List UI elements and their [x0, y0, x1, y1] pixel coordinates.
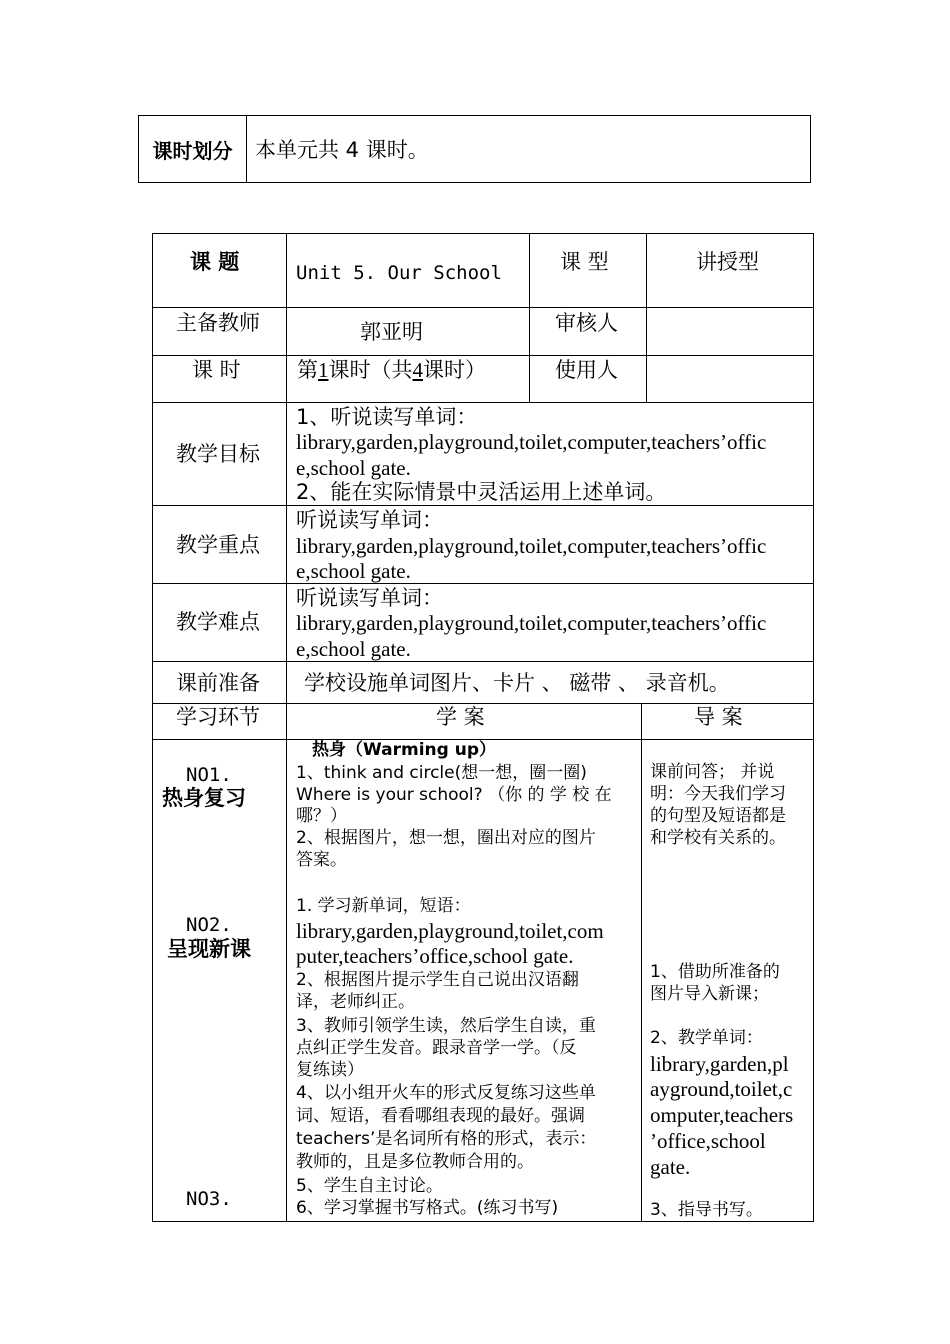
- row-line: [152, 355, 814, 356]
- guide-line: 课前问答； 并说: [650, 762, 775, 782]
- stage-number: NO2.: [186, 914, 232, 936]
- guide-line: 明：今天我们学习: [650, 784, 786, 804]
- stage-name: 热身复习: [162, 786, 246, 810]
- topic-label: 课 题: [190, 250, 240, 274]
- period-total: 4: [412, 358, 423, 382]
- row-line: [152, 661, 814, 662]
- difficulty-line: e,school gate.: [296, 637, 411, 661]
- guide-line: 的句型及短语都是: [650, 806, 786, 826]
- preparation-value: 学校设施单词图片、卡片 、 磁带 、 录音机。: [304, 671, 730, 695]
- lesson-type-value: 讲授型: [696, 250, 759, 274]
- plan-line: 3、教师引领学生读，然后学生自读，重: [296, 1016, 596, 1036]
- col-line: [529, 233, 530, 403]
- period-mid: 课时（共: [328, 358, 413, 382]
- plan-line: 点纠正学生发音。跟录音学一学。（反: [296, 1038, 577, 1058]
- plan-line: 6、学习掌握书写格式。(练习书写): [296, 1198, 559, 1218]
- period-suffix: 课时）: [423, 358, 486, 382]
- plan-title: 热身（Warming up）: [312, 740, 497, 760]
- row-line: [152, 505, 814, 506]
- guide-line: 3、指导书写。: [650, 1200, 763, 1220]
- row-line: [152, 402, 814, 403]
- col-line: [286, 233, 287, 1222]
- table-border-bottom: [152, 1221, 814, 1222]
- row-line: [152, 583, 814, 584]
- plan-line: 1. 学习新单词，短语：: [296, 896, 471, 916]
- col-line: [646, 233, 647, 403]
- period-value: [297, 358, 486, 382]
- col-line: [641, 703, 642, 1222]
- period-number: 1: [318, 358, 329, 382]
- objective-line: library,garden,playground,toilet,computer,teachers’offic: [296, 430, 767, 454]
- plan-line: 4、以小组开火车的形式反复练习这些单: [296, 1083, 596, 1103]
- table-border-top: [152, 233, 814, 234]
- table-border-right: [813, 233, 814, 1222]
- objective-line: e,school gate.: [296, 456, 411, 480]
- lead-teacher-label: 主备教师: [176, 311, 260, 335]
- lesson-count-label: 课时划分: [139, 116, 247, 182]
- plan-line: 词、短语，看看哪组表现的最好。强调: [296, 1106, 585, 1126]
- table-border-left: [152, 233, 153, 1222]
- guide-line: ayground,toilet,c: [650, 1077, 793, 1101]
- key-point-line: 听说读写单词：: [296, 508, 443, 532]
- plan-line: 哪？）: [296, 806, 347, 826]
- guide-line: 图片导入新课；: [650, 984, 769, 1004]
- user-label: 使用人: [555, 358, 618, 382]
- stage-number: NO3.: [186, 1188, 232, 1210]
- topic-value: Unit 5. Our School: [296, 262, 502, 284]
- plan-line: library,garden,playground,toilet,com: [296, 919, 604, 943]
- difficulties-label: 教学难点: [176, 610, 260, 634]
- plan-line: 1、think and circle(想一想，圈一圈): [296, 763, 587, 783]
- guide-line: omputer,teachers: [650, 1103, 794, 1127]
- stage-number: NO1.: [186, 764, 232, 786]
- stage-header: 学习环节: [176, 705, 260, 729]
- plan-line: 答案。: [296, 850, 347, 870]
- guide-line: gate.: [650, 1155, 691, 1179]
- key-point-line: e,school gate.: [296, 559, 411, 583]
- difficulty-line: library,garden,playground,toilet,computer,teachers’offic: [296, 611, 767, 635]
- reviewer-label: 审核人: [555, 311, 618, 335]
- guide-line: ’office,school: [650, 1129, 766, 1153]
- objectives-label: 教学目标: [176, 442, 260, 466]
- lesson-count-value: 本单元共 4 课时。: [255, 138, 429, 162]
- plan-line: puter,teachers’office,school gate.: [296, 944, 574, 968]
- lesson-type-label: 课 型: [560, 250, 609, 274]
- guide-line: library,garden,pl: [650, 1052, 789, 1076]
- difficulty-line: 听说读写单词：: [296, 586, 443, 610]
- plan-line: 2、根据图片提示学生自己说出汉语翻: [296, 970, 579, 990]
- plan-line: 5、学生自主讨论。: [296, 1176, 443, 1196]
- lead-teacher-value: 郭亚明: [360, 320, 423, 344]
- plan-line: 教师的，且是多位教师合用的。: [296, 1152, 534, 1172]
- guide-line: 2、教学单词：: [650, 1028, 763, 1048]
- plan-line: 复练读）: [296, 1060, 364, 1080]
- objective-line: 1、听说读写单词：: [296, 405, 478, 429]
- guide-line: 1、借助所准备的: [650, 962, 780, 982]
- row-line: [152, 703, 814, 704]
- row-line: [152, 307, 814, 308]
- guide-header: 导 案: [694, 705, 743, 729]
- period-prefix: 第: [297, 358, 318, 382]
- plan-header: 学 案: [436, 705, 485, 729]
- preparation-label: 课前准备: [176, 671, 260, 695]
- plan-line: teachers’是名词所有格的形式，表示：: [296, 1129, 597, 1149]
- key-point-line: library,garden,playground,toilet,computer,teachers’offic: [296, 534, 767, 558]
- objective-line: 2、能在实际情景中灵活运用上述单词。: [296, 480, 667, 504]
- plan-line: 2、根据图片，想一想，圈出对应的图片: [296, 828, 596, 848]
- lesson-count-table: [138, 115, 811, 183]
- plan-line: Where is your school? （你 的 学 校 在: [296, 785, 612, 805]
- guide-line: 和学校有关系的。: [650, 828, 786, 848]
- period-label: 课 时: [192, 358, 241, 382]
- key-points-label: 教学重点: [176, 533, 260, 557]
- stage-name: 呈现新课: [167, 937, 251, 961]
- plan-line: 译，老师纠正。: [296, 992, 415, 1012]
